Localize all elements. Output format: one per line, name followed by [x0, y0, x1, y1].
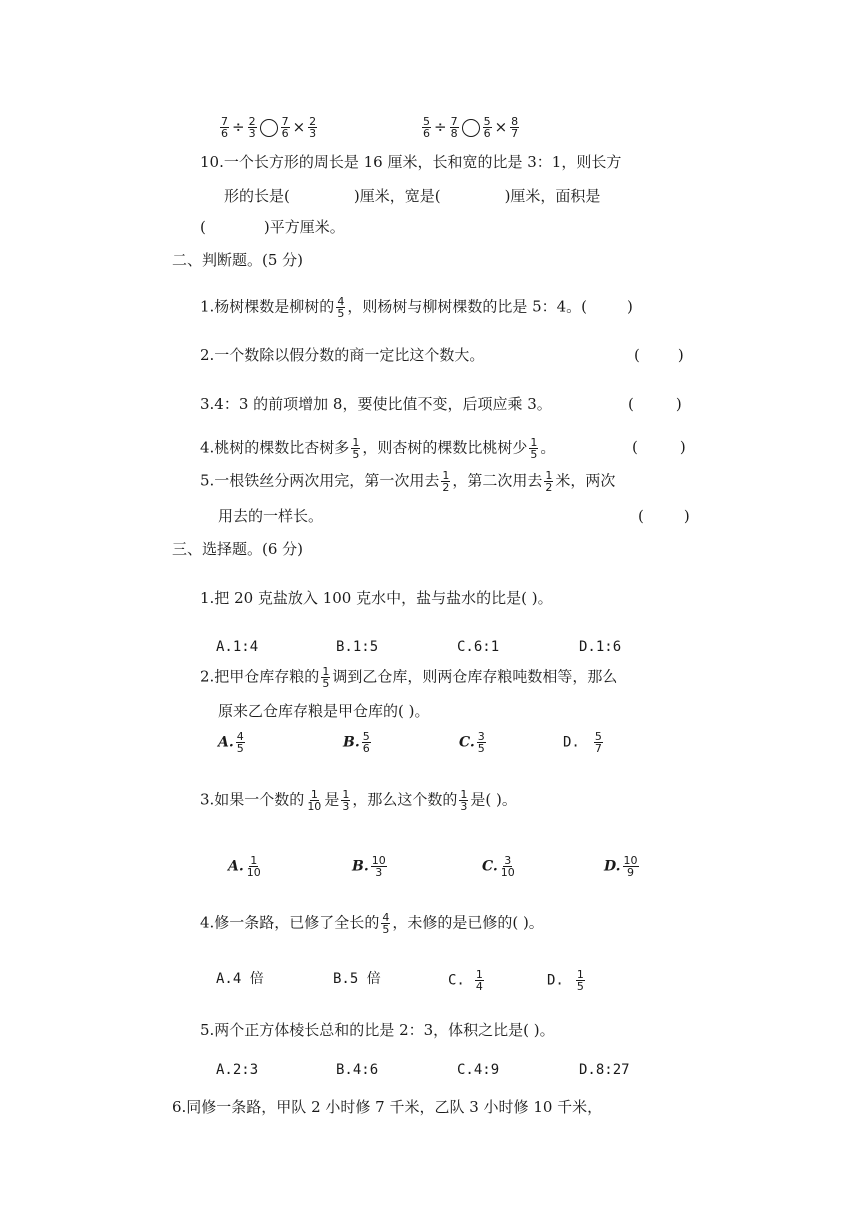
choice-1-option-a[interactable]: A.1:4	[216, 639, 259, 655]
choice-5-option-b[interactable]: B.4:6	[336, 1062, 379, 1078]
choice-1-option-c[interactable]: C.6:1	[457, 639, 500, 655]
fraction: $\frac{2}{3}$	[248, 115, 256, 140]
compare-expression-2	[420, 116, 521, 139]
choice-question-2-line-2: 原来乙仓库存粮是甲仓库的( )。	[218, 702, 430, 720]
judge-answer-paren-4: ( )	[632, 438, 686, 456]
fraction: $\frac{1}{5}$	[352, 436, 360, 461]
divide-sign: ÷	[232, 117, 245, 136]
fraction: $\frac{1}{10}$	[246, 854, 261, 879]
judge-answer-paren-2: ( )	[634, 346, 684, 364]
choice-1-option-d[interactable]: D.1:6	[579, 639, 622, 655]
fraction: $\frac{5}{6}$	[483, 115, 491, 140]
section-3-title: 三、选择题。(6 分)	[172, 540, 304, 558]
compare-circle-blank[interactable]	[260, 119, 278, 137]
choice-1-option-b[interactable]: B.1:5	[336, 639, 379, 655]
fraction: $\frac{4}{5}$	[337, 295, 345, 320]
choice-3-option-b[interactable]: B. $\frac{10}{3}$	[352, 854, 386, 879]
section-2-title: 二、判断题。(5 分)	[172, 251, 304, 269]
question-10-line-1: 10.一个长方形的周长是 16 厘米，长和宽的比是 3：1，则长方	[200, 153, 622, 171]
fraction: $\frac{5}{7}$	[594, 730, 602, 755]
choice-5-option-c[interactable]: C.4:9	[457, 1062, 500, 1078]
choice-4-option-d[interactable]: D. $\frac{1}{5}$	[547, 968, 584, 993]
choice-question-3: 3.如果一个数的 $\frac{1}{10}$ 是 $\frac{1}{3}$ ，那么这个数的 $\frac{1}{3}$ 是( )。	[200, 788, 517, 813]
choice-3-option-a[interactable]: A. $\frac{1}{10}$	[228, 854, 261, 879]
fraction: $\frac{5}{6}$	[362, 730, 370, 755]
choice-2-option-a[interactable]: A. $\frac{4}{5}$	[218, 730, 244, 755]
choice-question-4: 4.修一条路，已修了全长的 $\frac{4}{5}$ ，未修的是已修的( )。	[200, 911, 544, 936]
fraction: $\frac{1}{5}$	[530, 436, 538, 461]
fraction: $\frac{10}{3}$	[371, 854, 386, 879]
choice-4-option-a[interactable]: A.4 倍	[216, 971, 264, 987]
fraction: $\frac{2}{3}$	[309, 115, 317, 140]
question-10-line-3: ( )平方厘米。	[200, 218, 345, 236]
choice-2-option-c[interactable]: C. $\frac{3}{5}$	[459, 730, 485, 755]
fraction: $\frac{3}{5}$	[477, 730, 485, 755]
fraction: $\frac{7}{6}$	[221, 115, 228, 140]
choice-3-option-c[interactable]: C. $\frac{3}{10}$	[482, 854, 515, 879]
judge-answer-paren-5: ( )	[638, 507, 690, 525]
fraction: $\frac{7}{8}$	[450, 115, 458, 140]
fraction: $\frac{1}{3}$	[460, 788, 468, 813]
multiply-sign: ×	[494, 117, 508, 136]
judge-question-1: 1.杨树棵数是柳树的 $\frac{4}{5}$ ，则杨树与柳树棵数的比是 5：4。( )	[200, 295, 633, 320]
question-10-line-2: 形的长是( )厘米，宽是( )厘米，面积是	[224, 187, 601, 205]
fraction: $\frac{5}{6}$	[423, 115, 430, 140]
choice-2-option-b[interactable]: B. $\frac{5}{6}$	[343, 730, 370, 755]
fraction: $\frac{4}{5}$	[382, 911, 390, 936]
fraction: $\frac{1}{2}$	[545, 469, 553, 494]
choice-question-5: 5.两个正方体棱长总和的比是 2：3，体积之比是( )。	[200, 1021, 555, 1039]
multiply-sign: ×	[292, 117, 306, 136]
divide-sign: ÷	[434, 117, 447, 136]
question-6-line-1: 6.同修一条路，甲队 2 小时修 7 千米，乙队 3 小时修 10 千米，	[172, 1098, 603, 1116]
choice-4-option-c[interactable]: C. $\frac{1}{4}$	[448, 968, 483, 993]
judge-question-5-line-2: 用去的一样长。	[218, 507, 324, 525]
choice-5-option-a[interactable]: A.2:3	[216, 1062, 259, 1078]
judge-answer-paren-3: ( )	[628, 395, 682, 413]
fraction: $\frac{3}{10}$	[500, 854, 515, 879]
choice-5-option-d[interactable]: D.8:27	[579, 1062, 630, 1078]
fraction: $\frac{1}{10}$	[307, 788, 322, 813]
choice-question-2-line-1: 2.把甲仓库存粮的 $\frac{1}{5}$ 调到乙仓库，则两仓库存粮吨数相等，那么	[200, 665, 618, 690]
compare-expression-1	[218, 116, 319, 139]
judge-question-4: 4.桃树的棵数比杏树多 $\frac{1}{5}$ ，则杏树的棵数比桃树少 $\frac{1}{5}$ 。	[200, 436, 556, 461]
choice-4-option-b[interactable]: B.5 倍	[333, 971, 381, 987]
fraction: $\frac{1}{5}$	[576, 968, 584, 993]
fraction: $\frac{4}{5}$	[236, 730, 244, 755]
choice-question-1: 1.把 20 克盐放入 100 克水中，盐与盐水的比是( )。	[200, 589, 553, 607]
fraction: $\frac{1}{2}$	[442, 469, 450, 494]
fraction: $\frac{1}{5}$	[322, 665, 330, 690]
fraction: $\frac{10}{9}$	[623, 854, 638, 879]
judge-question-5-line-1: 5.一根铁丝分两次用完，第一次用去 $\frac{1}{2}$ ，第二次用去 $\frac{1}{2}$ 米，两次	[200, 469, 616, 494]
fraction: $\frac{1}{3}$	[342, 788, 350, 813]
choice-2-option-d[interactable]: D. $\frac{5}{7}$	[563, 730, 602, 755]
judge-question-3: 3.4：3 的前项增加 8，要使比值不变，后项应乘 3。	[200, 395, 552, 413]
compare-circle-blank[interactable]	[462, 119, 480, 137]
choice-3-option-d[interactable]: D. $\frac{10}{9}$	[604, 854, 638, 879]
fraction: $\frac{8}{7}$	[511, 115, 519, 140]
fraction: $\frac{1}{4}$	[475, 968, 483, 993]
fraction: $\frac{7}{6}$	[281, 115, 289, 140]
judge-question-2: 2.一个数除以假分数的商一定比这个数大。	[200, 346, 485, 364]
